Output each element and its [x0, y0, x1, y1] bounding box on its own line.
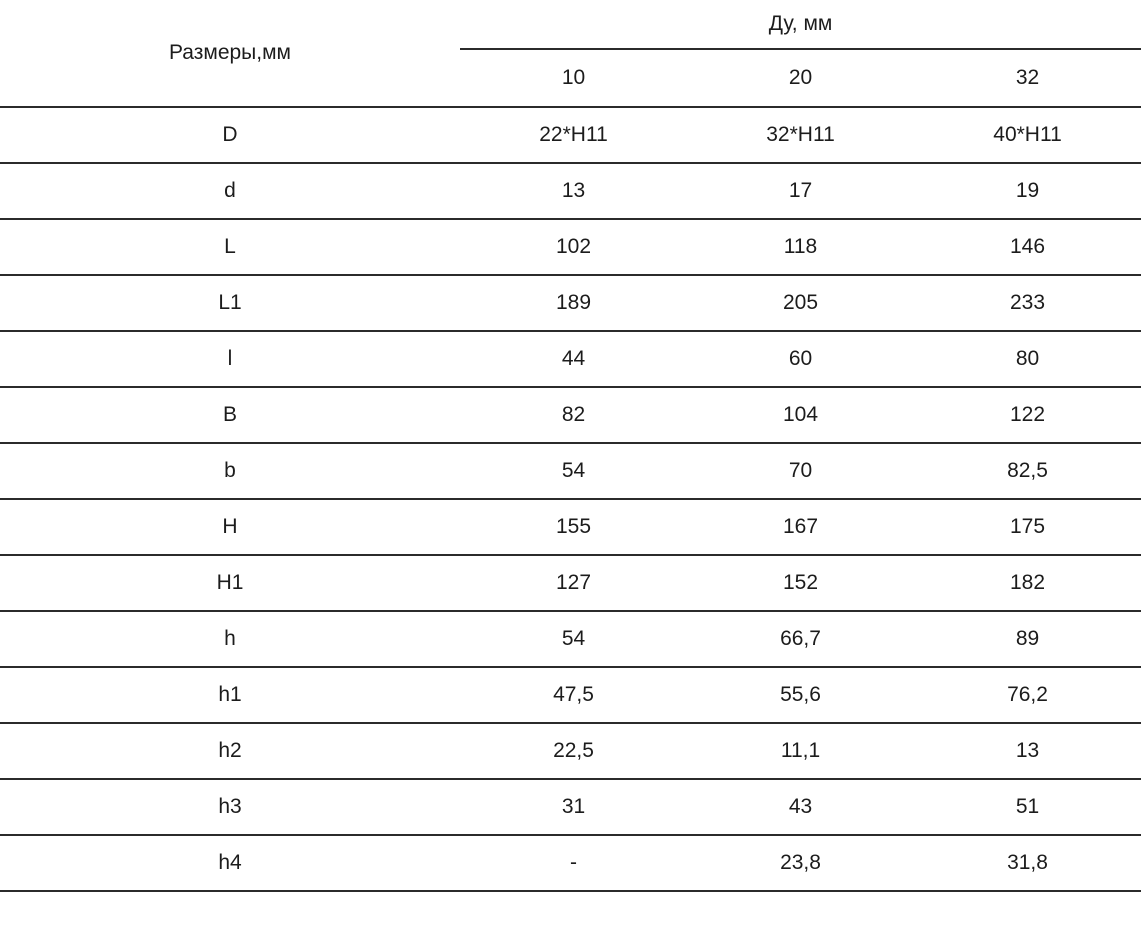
spacer-cell — [0, 891, 460, 938]
row-value-dn10: 189 — [460, 275, 687, 331]
row-value-dn32: 146 — [914, 219, 1141, 275]
row-value-dn10: 82 — [460, 387, 687, 443]
spacer-cell — [914, 891, 1141, 938]
row-value-dn20: 205 — [687, 275, 914, 331]
row-label: B — [0, 387, 460, 443]
row-label: h3 — [0, 779, 460, 835]
header-dn-20: 20 — [687, 49, 914, 107]
row-label: h4 — [0, 835, 460, 891]
table-row — [0, 275, 1141, 331]
table-row — [0, 499, 1141, 555]
spacer-cell — [460, 891, 687, 938]
table-row — [0, 163, 1141, 219]
row-value-dn20: 11,1 — [687, 723, 914, 779]
row-value-dn10: 47,5 — [460, 667, 687, 723]
row-value-dn32: 13 — [914, 723, 1141, 779]
row-value-dn10: 31 — [460, 779, 687, 835]
row-value-dn32: 122 — [914, 387, 1141, 443]
row-label: H — [0, 499, 460, 555]
row-value-dn32: 89 — [914, 611, 1141, 667]
row-value-dn32: 76,2 — [914, 667, 1141, 723]
header-dn-10: 10 — [460, 49, 687, 107]
row-value-dn20: 60 — [687, 331, 914, 387]
row-value-dn10: 127 — [460, 555, 687, 611]
row-value-dn20: 17 — [687, 163, 914, 219]
table-row — [0, 667, 1141, 723]
row-value-dn20: 118 — [687, 219, 914, 275]
row-label: b — [0, 443, 460, 499]
row-value-dn10: 13 — [460, 163, 687, 219]
row-value-dn20: 167 — [687, 499, 914, 555]
row-value-dn20: 55,6 — [687, 667, 914, 723]
table-row — [0, 219, 1141, 275]
row-label: d — [0, 163, 460, 219]
row-label: L1 — [0, 275, 460, 331]
row-label: h — [0, 611, 460, 667]
row-value-dn32: 31,8 — [914, 835, 1141, 891]
row-value-dn32: 233 — [914, 275, 1141, 331]
row-value-dn20: 104 — [687, 387, 914, 443]
table-header-row-group — [0, 0, 1141, 49]
row-value-dn32: 51 — [914, 779, 1141, 835]
header-group-dn: Ду, мм — [460, 0, 1141, 49]
row-value-dn32: 80 — [914, 331, 1141, 387]
table-row — [0, 723, 1141, 779]
row-label: H1 — [0, 555, 460, 611]
header-label-column: Размеры,мм — [0, 0, 460, 107]
row-value-dn10: 54 — [460, 443, 687, 499]
row-value-dn10: 22*H11 — [460, 107, 687, 163]
table-row — [0, 387, 1141, 443]
table-row — [0, 555, 1141, 611]
row-label: D — [0, 107, 460, 163]
row-value-dn10: 155 — [460, 499, 687, 555]
row-label: L — [0, 219, 460, 275]
row-value-dn20: 32*H11 — [687, 107, 914, 163]
row-value-dn32: 175 — [914, 499, 1141, 555]
row-value-dn20: 23,8 — [687, 835, 914, 891]
table-bottom-spacer — [0, 891, 1141, 938]
row-value-dn10: 44 — [460, 331, 687, 387]
row-value-dn20: 70 — [687, 443, 914, 499]
table-row — [0, 779, 1141, 835]
row-value-dn10: 22,5 — [460, 723, 687, 779]
table-row — [0, 331, 1141, 387]
row-value-dn32: 19 — [914, 163, 1141, 219]
table-row — [0, 611, 1141, 667]
table-row — [0, 107, 1141, 163]
row-value-dn10: 54 — [460, 611, 687, 667]
row-label: h2 — [0, 723, 460, 779]
row-value-dn20: 152 — [687, 555, 914, 611]
row-value-dn20: 66,7 — [687, 611, 914, 667]
header-dn-32: 32 — [914, 49, 1141, 107]
row-value-dn32: 82,5 — [914, 443, 1141, 499]
row-label: l — [0, 331, 460, 387]
table-row — [0, 835, 1141, 891]
spacer-cell — [687, 891, 914, 938]
table-row — [0, 443, 1141, 499]
row-value-dn20: 43 — [687, 779, 914, 835]
row-value-dn10: 102 — [460, 219, 687, 275]
row-value-dn10: - — [460, 835, 687, 891]
row-value-dn32: 40*H11 — [914, 107, 1141, 163]
row-label: h1 — [0, 667, 460, 723]
row-value-dn32: 182 — [914, 555, 1141, 611]
